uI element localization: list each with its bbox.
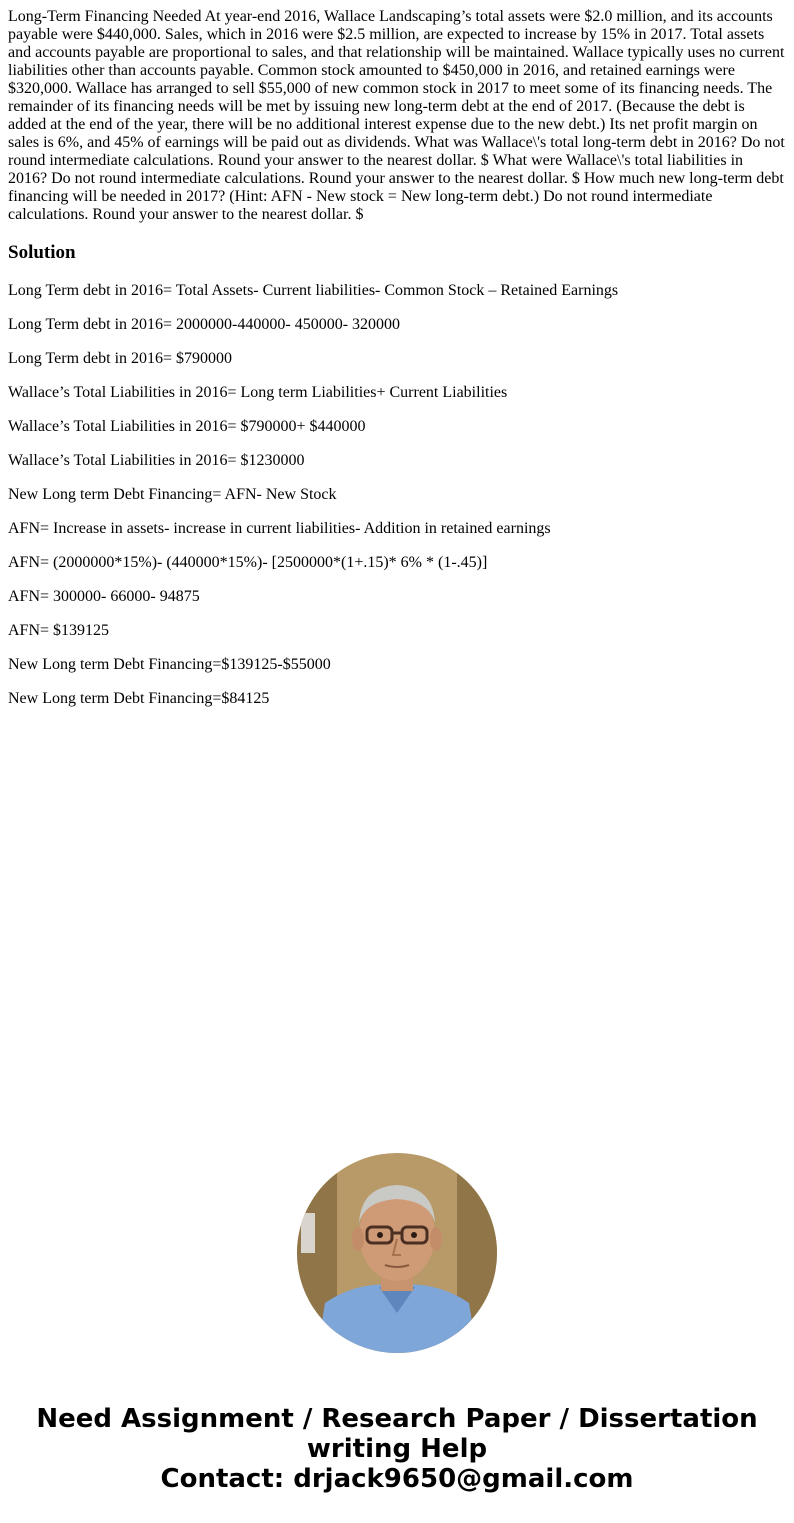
solution-steps	[8, 282, 786, 724]
solution-step: New Long term Debt Financing=$84125	[8, 690, 270, 707]
footer-line-1: Need Assignment / Research Paper / Dissertation	[36, 1404, 758, 1434]
solution-step: New Long term Debt Financing=$139125-$55000	[8, 656, 331, 673]
solution-step: AFN= 300000- 66000- 94875	[8, 588, 200, 605]
author-avatar	[297, 1153, 497, 1353]
solution-step: Wallace’s Total Liabilities in 2016= $790000+ $440000	[8, 418, 366, 435]
solution-step: Long Term debt in 2016= $790000	[8, 350, 233, 367]
author-portrait	[297, 1153, 497, 1353]
solution-step: Wallace’s Total Liabilities in 2016= $1230000	[8, 452, 305, 469]
question-text: Long-Term Financing Needed At year-end 2016, Wallace Landscaping’s total assets were $2.0 million, and its accounts payable were $440,000. Sales, which in 2016 were $2.5 million, are expected to increase by 15% in 2017. Total assets and accounts payable are proportional to sales, and that relationship will be maintained. Wallace typically uses no current liabilities other than accounts payable. Common stock amounted to $450,000 in 2016, and retained earnings were $320,000. Wallace has arranged to sell $55,000 of new common stock in 2017 to meet some of its financing needs. The remainder of its financing needs will be met by issuing new long-term debt at the end of 2017. (Because the debt is added at the end of the year, there will be no additional interest expense due to the new debt.) Its net profit margin on sales is 6%, and 45% of earnings will be paid out as dividends. What was Wallace\'s total long-term debt in 2016? Do not round intermediate calculations. Round your answer to the nearest dollar. $ What were Wallace\'s total liabilities in 2016? Do not round intermediate calculations. Round your answer to the nearest dollar. $ How much new long-term debt financing will be needed in 2017? (Hint: AFN - New stock = New long-term debt.) Do not round intermediate calculations. Round your answer to the nearest dollar. $	[8, 8, 785, 223]
footer-contact	[0, 1404, 794, 1494]
footer-line-2: writing Help	[306, 1434, 488, 1464]
solution-step: Wallace’s Total Liabilities in 2016= Long term Liabilities+ Current Liabilities	[8, 384, 508, 401]
solution-step: Long Term debt in 2016= Total Assets- Current liabilities- Common Stock – Retained Earnings	[8, 282, 619, 299]
footer-line-3: Contact: drjack9650@gmail.com	[160, 1464, 634, 1494]
solution-step: Long Term debt in 2016= 2000000-440000- 450000- 320000	[8, 316, 401, 333]
solution-step: New Long term Debt Financing= AFN- New Stock	[8, 486, 337, 503]
solution-step: AFN= $139125	[8, 622, 110, 639]
solution-step: AFN= Increase in assets- increase in current liabilities- Addition in retained earnings	[8, 520, 551, 537]
solution-step: AFN= (2000000*15%)- (440000*15%)- [2500000*(1+.15)* 6% * (1-.45)]	[8, 554, 488, 571]
solution-heading: Solution	[8, 242, 76, 263]
